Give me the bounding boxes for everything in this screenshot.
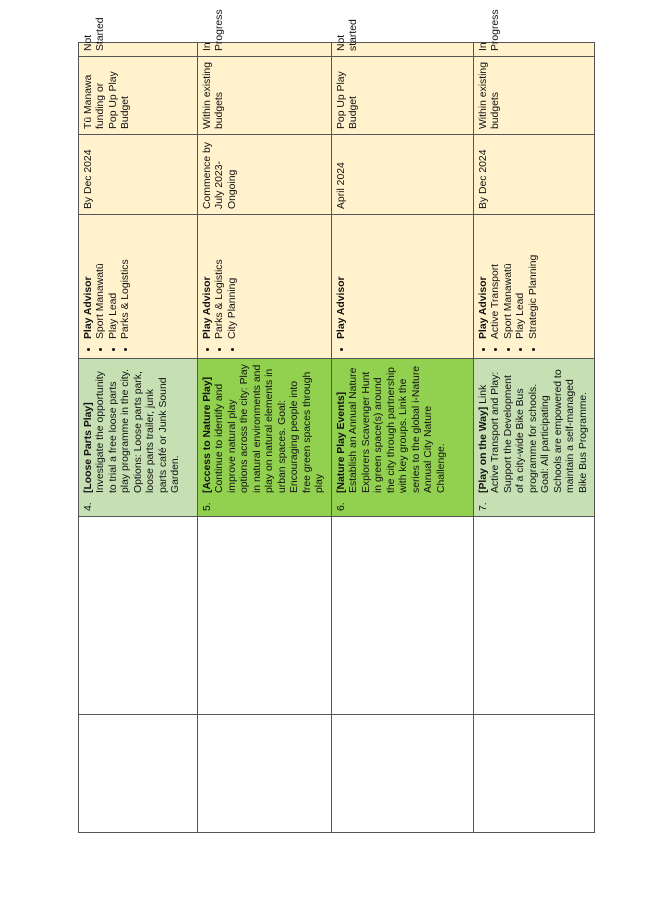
list-item: • Parks & Logistics bbox=[214, 220, 226, 339]
action-cell bbox=[473, 359, 594, 517]
timeframe-cell: By Dec 2024 bbox=[79, 135, 198, 215]
blank-cell bbox=[473, 517, 594, 715]
action-number: 7. bbox=[477, 502, 489, 511]
status-cell: In Progress bbox=[198, 43, 332, 57]
action-title: [Play on the Way] bbox=[477, 406, 489, 493]
list-item: • Play Advisor bbox=[202, 220, 214, 339]
responsibility-cell bbox=[331, 215, 473, 359]
timeframe-cell: April 2024 bbox=[331, 135, 473, 215]
blank-cell bbox=[198, 715, 332, 833]
list-item: • Sport Manawatū bbox=[503, 220, 515, 339]
list-item: • Active Transport bbox=[490, 220, 502, 339]
rotated-table-wrapper bbox=[78, 9, 589, 833]
status-cell: Not started bbox=[331, 43, 473, 57]
action-number: 4. bbox=[83, 502, 94, 511]
action-title: [Loose Parts Play] bbox=[83, 402, 94, 493]
blank-cell bbox=[331, 517, 473, 715]
blank-cell bbox=[198, 517, 332, 715]
list-item: • Play Advisor bbox=[336, 220, 348, 339]
funding-cell: Tū Manawa funding or Pop Up Play Budget bbox=[79, 57, 198, 135]
status-cell: In Progress bbox=[473, 43, 594, 57]
list-item: • Play Lead bbox=[108, 220, 120, 339]
responsibility-list bbox=[478, 220, 540, 353]
action-description: Establish an Annual Nature Explorers Scavenger Hunt in green space(s) around the city through partnership with key groups. Link the series to the global i-Nature Annual City Nature Challenge. bbox=[348, 365, 447, 493]
responsibility-list bbox=[336, 220, 348, 353]
action-description: Investigate the opportunity to trial a free loose parts play programme in the city. Options: Loose parts park, loose parts trailer, junk parts café or Junk Sound Garden. bbox=[95, 369, 182, 493]
timeframe-cell: Commence by July 2023- Ongoing bbox=[198, 135, 332, 215]
funding-cell: Within existing budgets bbox=[198, 57, 332, 135]
blank-cell bbox=[473, 715, 594, 833]
action-number: 5. bbox=[202, 502, 213, 511]
status-cell: Not Started bbox=[79, 43, 198, 57]
action-description: Link Active Transport and Play: Support the Development of a city-wide Bike Bus programme for schools. Goal: All participating Schools are empowered to maintain a self-managed Bike Bus Programme. bbox=[477, 369, 589, 493]
table-row bbox=[198, 43, 332, 833]
list-item: • Sport Manawatū bbox=[95, 220, 107, 339]
responsibility-list bbox=[83, 220, 133, 353]
list-item: • Strategic Planning bbox=[528, 220, 540, 339]
action-cell bbox=[331, 359, 473, 517]
blank-cell bbox=[79, 715, 198, 833]
list-item: • City Planning bbox=[227, 220, 239, 339]
action-description: Continue to identify and improve natural play options across the city: Play in natural environments and play on natural elements in urban spaces. Goal: Encouraging people into free green spaces through play bbox=[214, 364, 326, 493]
list-item: • Parks & Logistics bbox=[120, 220, 132, 339]
responsibility-cell bbox=[79, 215, 198, 359]
funding-cell: Pop Up Play Budget bbox=[331, 57, 473, 135]
list-item: • Play Lead bbox=[515, 220, 527, 339]
blank-cell bbox=[79, 517, 198, 715]
action-plan-table bbox=[78, 9, 595, 833]
blank-cell bbox=[331, 715, 473, 833]
list-item: • Play Advisor bbox=[478, 220, 490, 339]
action-cell bbox=[79, 359, 198, 517]
action-number: 6. bbox=[335, 502, 347, 511]
responsibility-list bbox=[202, 220, 239, 353]
funding-cell: Within existing budgets bbox=[473, 57, 594, 135]
table-row bbox=[79, 43, 198, 833]
list-item: • Play Advisor bbox=[83, 220, 95, 339]
timeframe-cell: By Dec 2024 bbox=[473, 135, 594, 215]
responsibility-cell bbox=[198, 215, 332, 359]
action-title: [Access to Nature Play] bbox=[202, 376, 213, 493]
action-cell bbox=[198, 359, 332, 517]
responsibility-cell bbox=[473, 215, 594, 359]
action-title: [Nature Play Events] bbox=[335, 391, 347, 493]
table-row bbox=[331, 43, 473, 833]
table-row bbox=[473, 43, 594, 833]
